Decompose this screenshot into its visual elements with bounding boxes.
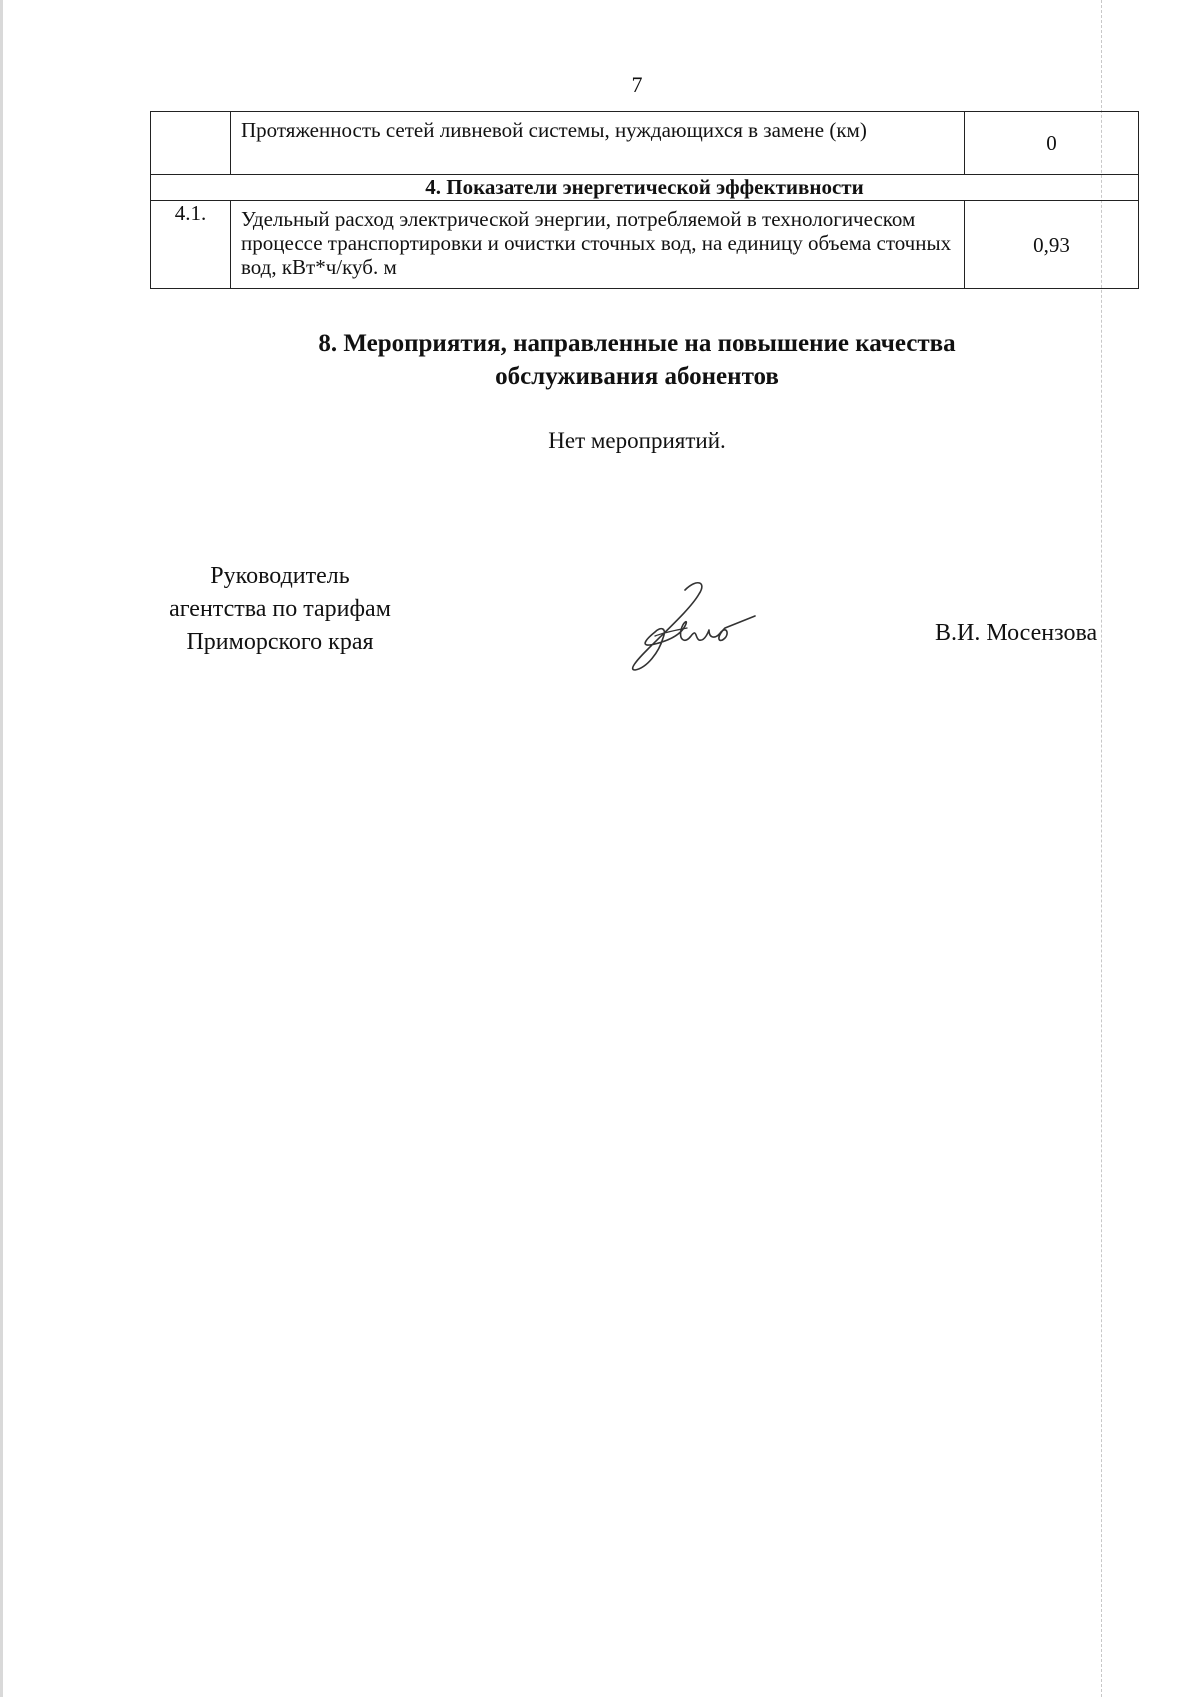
row-number: 4.1. — [151, 201, 231, 289]
section-8-body: Нет мероприятий. — [548, 428, 726, 453]
row-description: Удельный расход электрической энергии, потребляемой в технологическом процессе транспортировки и очистки сточных вод, на единицу объема сточных вод, кВт*ч/куб. м — [231, 201, 965, 289]
signer-title — [150, 560, 410, 659]
table-row-network-replacement — [151, 112, 1139, 175]
section-8-heading — [0, 327, 1200, 393]
signer-title-line1: Руководитель — [210, 563, 350, 589]
row-number — [151, 112, 231, 175]
page-left-edge — [0, 0, 3, 1697]
table-row-energy-consumption — [151, 201, 1139, 289]
row-description: Протяженность сетей ливневой системы, нуждающихся в замене (км) — [231, 112, 965, 175]
section-8-heading-line2: обслуживания абонентов — [495, 363, 779, 390]
row-value: 0,93 — [965, 201, 1139, 289]
row-value: 0 — [965, 112, 1139, 175]
handwritten-signature — [625, 578, 765, 673]
section-8-heading-line1: 8. Мероприятия, направленные на повышение качества — [318, 330, 956, 357]
signer-title-line2: агентства по тарифам — [169, 596, 391, 622]
page-number: 7 — [631, 72, 643, 97]
signer-title-line3: Приморского края — [186, 629, 374, 655]
signer-name: В.И. Мосензова — [935, 620, 1098, 646]
table-section-row — [151, 175, 1139, 201]
section-heading-energy-efficiency: 4. Показатели энергетической эффективности — [151, 175, 1139, 201]
indicators-table — [150, 111, 1139, 289]
